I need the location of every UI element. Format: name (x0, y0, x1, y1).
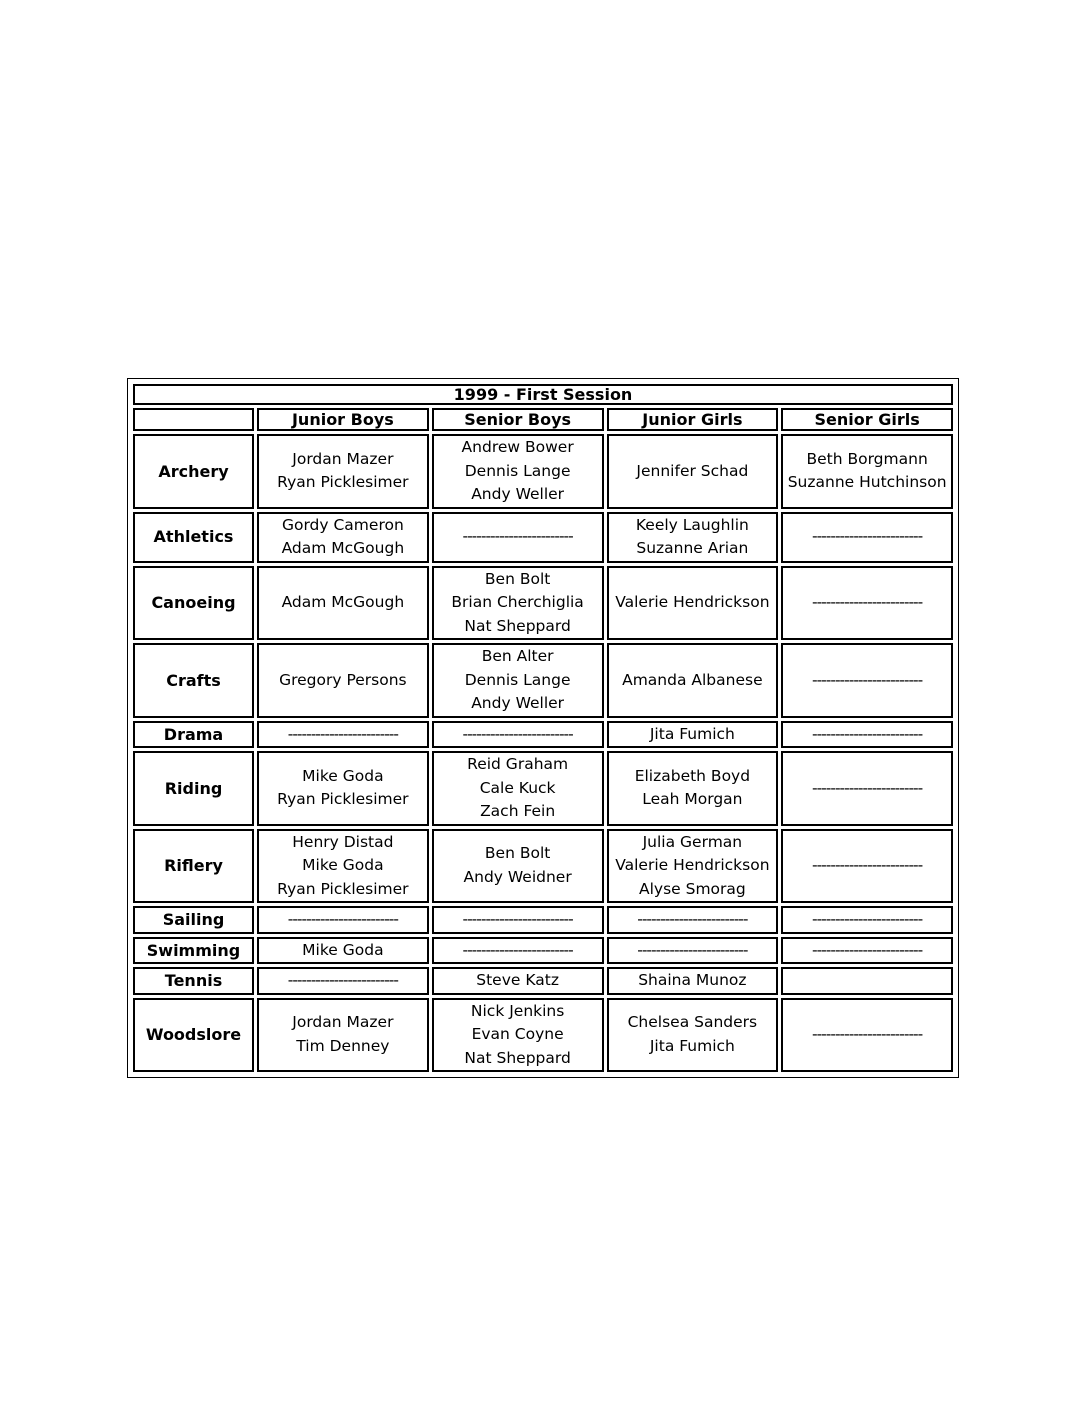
camper-name: Tim Denney (296, 1036, 390, 1055)
roster-table (130, 381, 956, 1075)
roster-cell (257, 967, 429, 995)
header-row (133, 408, 953, 431)
table-row (133, 906, 953, 934)
activity-label: Swimming (133, 937, 254, 965)
camper-name: Amanda Albanese (622, 670, 763, 689)
camper-name: Ben Bolt (484, 569, 551, 588)
roster-cell (607, 829, 779, 904)
roster-cell (781, 967, 953, 995)
roster-cell (432, 998, 604, 1073)
roster-cell (781, 721, 953, 749)
camper-name: Suzanne Hutchinson (787, 473, 947, 492)
roster-cell (257, 434, 429, 509)
empty-placeholder: ------------------------ (637, 910, 748, 928)
camper-name: Nat Sheppard (464, 616, 571, 635)
roster-cell (432, 434, 604, 509)
camper-name: Alyse Smorag (638, 879, 746, 898)
empty-placeholder: ------------------------ (637, 940, 748, 959)
roster-cell (257, 829, 429, 904)
roster-cell (432, 721, 604, 749)
empty-placeholder: ------------------------ (462, 910, 573, 928)
camper-name: Valerie Hendrickson (615, 856, 770, 874)
table-row (133, 829, 953, 904)
roster-cell (607, 906, 779, 934)
table-row (133, 566, 953, 641)
camper-name: Ryan Picklesimer (277, 879, 409, 898)
roster-cell (781, 937, 953, 965)
empty-placeholder: ------------------------ (812, 778, 923, 797)
camper-name: Andy Weller (471, 485, 565, 503)
roster-cell (781, 906, 953, 934)
roster-cell (432, 829, 604, 904)
empty-placeholder: ------------------------ (812, 527, 923, 546)
camper-name: Evan Coyne (471, 1025, 564, 1043)
camper-name: Dennis Lange (464, 461, 571, 480)
empty-placeholder: ------------------------ (462, 724, 573, 743)
activity-label: Tennis (133, 967, 254, 995)
corner-header-cell (133, 408, 254, 431)
camper-name: Jita Fumich (649, 724, 735, 743)
empty-placeholder: ------------------------ (287, 724, 398, 743)
camper-name: Ben Bolt (484, 844, 551, 863)
column-header-junior-boys: Junior Boys (257, 408, 429, 431)
roster-cell (607, 721, 779, 749)
table-row (133, 434, 953, 509)
roster-cell (432, 643, 604, 718)
camper-name: Nick Jenkins (470, 1001, 565, 1020)
roster-cell (781, 751, 953, 826)
table-row (133, 937, 953, 965)
camper-name: Beth Borgmann (806, 449, 928, 468)
camper-name: Jordan Mazer (292, 449, 394, 468)
roster-cell (257, 937, 429, 965)
camper-name: Mike Goda (302, 856, 384, 874)
empty-placeholder: ------------------------ (812, 910, 923, 928)
camper-name: Jennifer Schad (636, 461, 749, 480)
camper-name: Jita Fumich (649, 1036, 735, 1055)
roster-cell (781, 643, 953, 718)
camper-name: Andy Weller (471, 694, 565, 712)
column-header-junior-girls: Junior Girls (607, 408, 779, 431)
roster-cell (781, 829, 953, 904)
camper-name: Reid Graham (467, 755, 569, 773)
roster-cell (607, 434, 779, 509)
column-header-senior-boys: Senior Boys (432, 408, 604, 431)
roster-cell (432, 512, 604, 563)
empty-placeholder: ------------------------ (812, 593, 923, 611)
empty-placeholder: ------------------------ (812, 856, 923, 874)
camper-name: Andrew Bower (461, 438, 574, 456)
column-header-senior-girls: Senior Girls (781, 408, 953, 431)
roster-cell (257, 906, 429, 934)
camper-name: Elizabeth Boyd (634, 766, 751, 785)
roster-cell (257, 566, 429, 641)
camper-name: Mike Goda (302, 766, 384, 785)
roster-cell (781, 512, 953, 563)
camper-name: Brian Cherchiglia (451, 593, 584, 611)
camper-name: Valerie Hendrickson (615, 593, 770, 611)
camper-name: Mike Goda (302, 940, 384, 959)
camper-name: Jordan Mazer (292, 1013, 394, 1032)
camper-name: Andy Weidner (463, 867, 572, 886)
table-row (133, 967, 953, 995)
roster-cell (607, 643, 779, 718)
roster-cell (607, 566, 779, 641)
roster-cell (257, 721, 429, 749)
activity-label: Riding (133, 751, 254, 826)
title-row (133, 384, 953, 405)
activity-label: Crafts (133, 643, 254, 718)
activity-label: Canoeing (133, 566, 254, 641)
roster-cell (607, 998, 779, 1073)
camper-name: Keely Laughlin (635, 515, 749, 534)
roster-cell (607, 751, 779, 826)
roster-cell (432, 967, 604, 995)
empty-placeholder: ------------------------ (287, 971, 398, 989)
camper-name: Chelsea Sanders (627, 1013, 758, 1032)
roster-cell (781, 434, 953, 509)
camper-name: Adam McGough (281, 539, 405, 557)
camper-name: Ben Alter (481, 647, 554, 665)
empty-placeholder: ------------------------ (812, 724, 923, 743)
roster-cell (607, 967, 779, 995)
roster-cell (432, 751, 604, 826)
camper-name: Gregory Persons (279, 670, 407, 689)
roster-cell (257, 643, 429, 718)
empty-placeholder: ------------------------ (812, 670, 923, 689)
roster-table-frame (127, 378, 959, 1078)
empty-placeholder: ------------------------ (462, 527, 573, 546)
roster-cell (607, 512, 779, 563)
empty-placeholder: ------------------------ (462, 940, 573, 959)
camper-name: Zach Fein (480, 802, 556, 820)
activity-label: Sailing (133, 906, 254, 934)
activity-label: Woodslore (133, 998, 254, 1073)
camper-name: Suzanne Arian (636, 539, 749, 557)
table-row (133, 721, 953, 749)
camper-name: Henry Distad (292, 832, 394, 851)
camper-name: Nat Sheppard (464, 1048, 571, 1067)
activity-label: Archery (133, 434, 254, 509)
roster-cell (607, 937, 779, 965)
roster-cell (432, 566, 604, 641)
roster-cell (257, 998, 429, 1073)
roster-cell (781, 566, 953, 641)
empty-placeholder: ------------------------ (812, 1025, 923, 1043)
table-row (133, 512, 953, 563)
table-row (133, 751, 953, 826)
activity-label: Riflery (133, 829, 254, 904)
camper-name: Julia German (642, 832, 743, 851)
camper-name: Dennis Lange (464, 670, 571, 689)
roster-cell (432, 937, 604, 965)
roster-cell (432, 906, 604, 934)
activity-label: Athletics (133, 512, 254, 563)
roster-cell (781, 998, 953, 1073)
camper-name: Ryan Picklesimer (277, 473, 409, 492)
camper-name: Leah Morgan (642, 790, 743, 809)
camper-name: Ryan Picklesimer (277, 790, 409, 809)
roster-cell (257, 512, 429, 563)
roster-table-body (133, 384, 953, 1072)
camper-name: Steve Katz (476, 971, 559, 989)
table-row (133, 998, 953, 1073)
roster-cell (257, 751, 429, 826)
empty-placeholder: ------------------------ (812, 940, 923, 959)
table-title: 1999 - First Session (133, 384, 953, 405)
camper-name: Shaina Munoz (638, 971, 747, 989)
table-row (133, 643, 953, 718)
camper-name: Cale Kuck (479, 778, 556, 797)
activity-label: Drama (133, 721, 254, 749)
camper-name: Gordy Cameron (281, 515, 404, 534)
empty-placeholder: ------------------------ (287, 910, 398, 928)
camper-name: Adam McGough (281, 593, 405, 611)
